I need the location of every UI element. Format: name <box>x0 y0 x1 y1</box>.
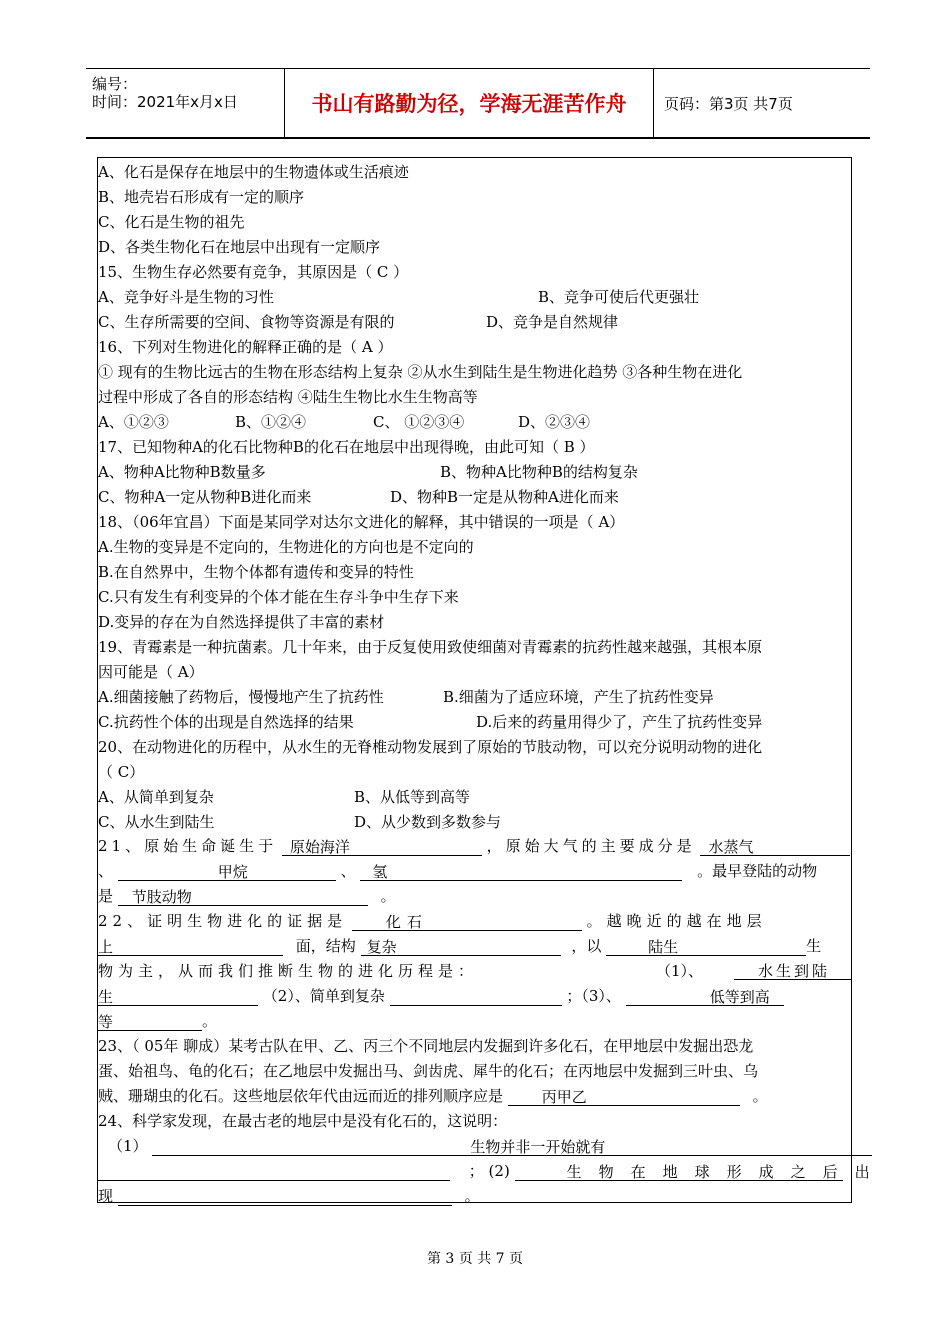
q15-options-ab <box>98 287 854 307</box>
q18-stem: 18、（06年宜昌）下面是某同学对达尔文进化的解释，其中错误的一项是（ A） <box>98 513 625 531</box>
q15-option-a: A、竞争好斗是生物的习性 <box>98 288 274 306</box>
q20-line1: 20、在动物进化的历程中，从水生的无脊椎动物发展到了原始的节肢动物，可以充分说明动物的进化 <box>98 738 763 756</box>
q21-blank-1 <box>282 837 482 856</box>
q21-text: 。 <box>380 887 396 905</box>
q16-option-a: A、①②③ <box>98 413 169 431</box>
q22-blank-5-cont <box>98 987 258 1006</box>
q22-answer-5-cont: 生 <box>98 988 114 1006</box>
q21-answer-5: 节肢动物 <box>131 888 192 906</box>
q15-option-c: C、生存所需要的空间、食物等资源是有限的 <box>98 313 395 331</box>
q24-blank-1-cont <box>98 1162 450 1181</box>
q20-option-a: A、从简单到复杂 <box>98 788 214 806</box>
q24-answer-2-cont: 现 <box>98 1187 114 1205</box>
q19-option-c: C.抗药性个体的出现是自然选择的结果 <box>98 713 354 731</box>
q16-option-b: B、①②④ <box>235 413 307 431</box>
q22-answer-1: 化石 <box>385 913 428 931</box>
q22-text: 。 <box>202 1012 218 1030</box>
q22-blank-1 <box>352 912 582 931</box>
q22-text: ，以 <box>571 937 602 955</box>
q22-answer-5: 水生到陆 <box>758 962 831 980</box>
q21-blank-5 <box>118 887 368 906</box>
q15-option-b: B、竞争可使后代更强壮 <box>538 288 700 306</box>
page-header <box>86 68 870 139</box>
q17-option-b: B、物种A比物种B的结构复杂 <box>440 463 638 481</box>
q22-text: 生 <box>806 937 822 955</box>
q19-line2: 因可能是（ A） <box>98 663 204 681</box>
q22-text: 面，结构 <box>295 937 356 955</box>
q22-answer-7-cont: 等 <box>98 1013 114 1031</box>
q20-option-b: B、从低等到高等 <box>354 788 471 806</box>
q16-option-c: C、 ①②③④ <box>373 413 465 431</box>
q23-text: 贼、珊瑚虫的化石。这些地层依年代由远而近的排列顺序应是 <box>98 1087 504 1105</box>
q22-line3 <box>98 961 854 981</box>
q24-blank-2-cont <box>118 1187 452 1206</box>
q16-line1: ① 现有的生物比远古的生物在形态结构上复杂 ②从水生到陆生是生物进化趋势 ③各种生物在进化 <box>98 363 743 381</box>
q24-line1 <box>98 1136 854 1156</box>
q22-text: ；（3）、 <box>566 987 621 1005</box>
q16-line2: 过程中形成了各自的形态结构 ④陆生生物比水生生物高等 <box>98 388 478 406</box>
q24-blank-1 <box>152 1137 872 1156</box>
header-page-label: 页码：第3页 共7页 <box>664 94 793 113</box>
q21-text: 21、原始生命诞生于 <box>98 837 278 855</box>
number-label: 编号： <box>92 75 138 93</box>
q20-options-ab <box>98 787 854 807</box>
q22-text: 。越晚近的越在地层 <box>586 912 767 930</box>
q22-blank-7-cont <box>98 1012 202 1031</box>
q24-line3 <box>98 1186 854 1206</box>
q17-options-ab <box>98 462 854 482</box>
q24-blank-2 <box>515 1162 887 1181</box>
q23-line2: 蛋、始祖鸟、龟的化石；在乙地层中发掘出马、剑齿虎、犀牛的化石；在丙地层中发掘到三叶虫、乌 <box>98 1062 759 1080</box>
q22-blank-2 <box>98 937 283 956</box>
q24-text: ； (2) <box>468 1162 510 1180</box>
q22-answer-7: 低等到高 <box>709 988 770 1006</box>
q23-answer: 丙甲乙 <box>541 1088 587 1106</box>
q15-stem: 15、生物生存必然要有竞争，其原因是（ C ） <box>98 263 409 281</box>
q23-line1: 23、（ 05年 聊成）某考古队在甲、乙、丙三个不同地层内发掘到许多化石，在甲地层中发掘出恐龙 <box>98 1037 754 1055</box>
q14-option-a: A、化石是保存在地层中的生物遗体或生活痕迹 <box>98 163 409 181</box>
q21-text: ，原始大气的主要成分是 <box>486 837 696 855</box>
q14-option-b: B、地壳岩石形成有一定的顺序 <box>98 188 305 206</box>
q17-options-cd <box>98 487 854 507</box>
q24-stem: 24、科学家发现，在最古老的地层中是没有化石的，这说明： <box>98 1112 508 1130</box>
q17-option-a: A、物种A比物种B数量多 <box>98 463 266 481</box>
page-footer: 第 3 页 共 7 页 <box>426 1251 524 1267</box>
header-motto: 书山有路勤为径，学海无涯苦作舟 <box>311 92 627 116</box>
q24-text: （1） <box>108 1137 148 1155</box>
q19-option-d: D.后来的药量用得少了，产生了抗药性变异 <box>476 713 763 731</box>
q19-line1: 19、青霉素是一种抗菌素。几十年来，由于反复使用致使细菌对青霉素的抗药性越来越强，其根本原 <box>98 638 763 656</box>
q19-option-b: B.细菌为了适应环境，产生了抗药性变异 <box>443 688 714 706</box>
q23-line3 <box>98 1086 854 1106</box>
q20-option-d: D、从少数到多数参与 <box>354 813 502 831</box>
q18-option-b: B.在自然界中，生物个体都有遗传和变异的特性 <box>98 563 414 581</box>
q17-option-d: D、物种B一定是从物种A进化而来 <box>390 488 619 506</box>
q22-text: （1）、 <box>656 962 704 980</box>
header-meta <box>86 69 284 137</box>
q17-stem: 17、已知物种A的化石比物种B的化石在地层中出现得晚，由此可知（ B ） <box>98 438 595 456</box>
q22-blank-5 <box>734 961 852 980</box>
q21-text: 是 <box>98 887 114 905</box>
q22-blank-7 <box>626 987 784 1006</box>
q19-option-a: A.细菌接触了药物后，慢慢地产生了抗药性 <box>98 688 384 706</box>
q21-answer-3: 甲烷 <box>217 863 248 881</box>
q21-blank-2 <box>700 837 850 856</box>
q21-blank-3 <box>118 862 336 881</box>
q15-options-cd <box>98 312 854 332</box>
q20-option-c: C、从水生到陆生 <box>98 813 215 831</box>
q22-blank-6 <box>390 987 562 1006</box>
q18-option-a: A.生物的变异是不定向的，生物进化的方向也是不定向的 <box>98 538 474 556</box>
q24-answer-2: 生物在地球形成之后出 <box>566 1163 887 1181</box>
q16-stem: 16、下列对生物进化的解释正确的是（ A ） <box>98 338 393 356</box>
q21-answer-2: 水蒸气 <box>708 838 754 856</box>
q16-options <box>98 412 854 432</box>
q18-option-c: C.只有发生有利变异的个体才能在生存斗争中生存下来 <box>98 588 459 606</box>
date-label: 时间：2021年x月x日 <box>92 93 238 111</box>
q18-option-d: D.变异的存在为自然选择提供了丰富的素材 <box>98 613 385 631</box>
header-divider <box>653 69 654 137</box>
q21-line2 <box>98 861 854 881</box>
q21-line1 <box>98 836 854 856</box>
q21-text: 、 <box>340 862 356 880</box>
q21-text: 、 <box>98 862 114 880</box>
q23-blank <box>508 1087 740 1106</box>
q20-options-cd <box>98 812 854 832</box>
q22-answer-4: 陆生 <box>648 938 679 956</box>
q22-blank-3 <box>361 937 561 956</box>
q21-answer-4: 氢 <box>372 863 388 881</box>
q24-answer-1: 生物并非一开始就有 <box>470 1138 606 1156</box>
q22-answer-3: 复杂 <box>366 938 397 956</box>
q22-line4 <box>98 986 854 1006</box>
q23-text: 。 <box>752 1087 768 1105</box>
q22-line5 <box>98 1011 854 1031</box>
q22-answer-2: 上 <box>98 938 114 956</box>
q24-line2 <box>98 1161 887 1181</box>
q21-blank-4 <box>360 862 682 881</box>
q19-options-cd <box>98 712 854 732</box>
q16-option-d: D、②③④ <box>518 413 591 431</box>
q22-text: 22、证明生物进化的证据是 <box>98 912 348 930</box>
q14-option-d: D、各类生物化石在地层中出现有一定顺序 <box>98 238 381 256</box>
q22-blank-4 <box>606 937 806 956</box>
q15-option-d: D、竞争是自然规律 <box>486 313 619 331</box>
q22-line2 <box>98 936 854 956</box>
q19-options-ab <box>98 687 854 707</box>
q22-text: 物为主，从而我们推断生物的进化历程是： <box>98 962 479 980</box>
q21-text: 。最早登陆的动物 <box>697 862 818 880</box>
q21-answer-1: 原始海洋 <box>289 838 350 856</box>
q21-line3 <box>98 886 854 906</box>
q17-option-c: C、物种A一定从物种B进化而来 <box>98 488 312 506</box>
q14-option-c: C、化石是生物的祖先 <box>98 213 245 231</box>
q24-text: 。 <box>464 1187 480 1205</box>
q22-line1 <box>98 911 854 931</box>
q22-text: （2）、简单到复杂 <box>262 987 385 1005</box>
q20-line2: （ C） <box>98 763 145 781</box>
